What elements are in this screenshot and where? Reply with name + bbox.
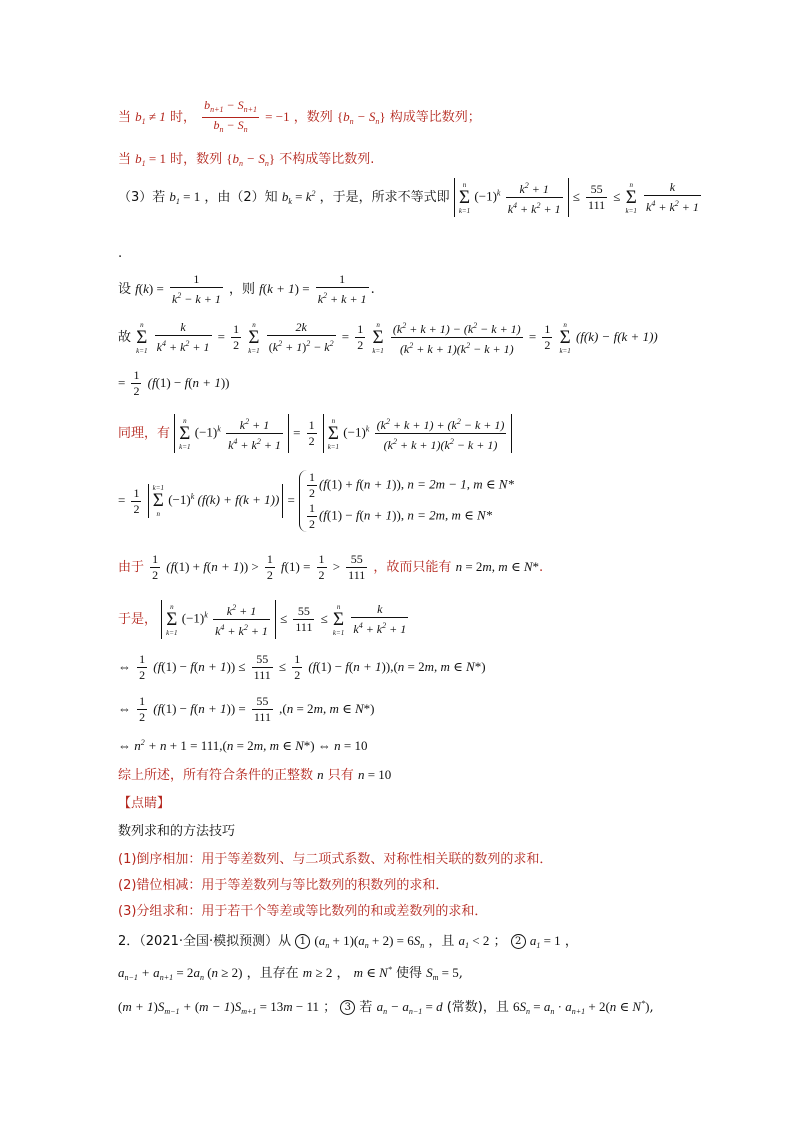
tip-item-2: (2)错位相减：用于等差数列与等比数列的积数列的求和． xyxy=(118,878,449,893)
tip-title: 【点睛】 xyxy=(118,796,171,811)
abs-expr-2: n Σ k=1 $(-1)^k$ $\frac{(k^2 + k + 1) + (k^2 - k + 1)}{(k^2 + k + 1)(k^2 - k + 1)}$ xyxy=(323,414,513,453)
line-equiv-2: ⇔ $\frac{1}{2}$ (f(1) − f(n + 1)) = $\frac{55}{111}$ ,(n = 2m, m ∈ N*) xyxy=(118,694,375,724)
text: 不构成等比数列. xyxy=(279,152,375,167)
text: 故 xyxy=(118,330,132,345)
abs-expr: n Σ k=1 $(-1)^k$ $\frac{k^2 + 1}{k^4 + k^2 + 1}$ xyxy=(174,414,289,453)
abs-expr-3: k=1 Σ n $(-1)^k$ (f(k) + f(k + 1)) xyxy=(148,484,284,518)
tip-item-1: (1)倒序相加：用于等差数列、与二项式系数、对称性相关联的数列的求和． xyxy=(118,852,553,867)
circle-3: 3 xyxy=(340,1000,355,1015)
line-define-f: 设 f(k) = $\frac{1}{k^2 - k + 1}$ ，则 f(k + 1) = $\frac{1}{k^2 + k + 1}$ . xyxy=(118,272,375,306)
text: ，由（2）知 xyxy=(204,190,278,205)
text: ，则 xyxy=(228,282,255,297)
val-111: 111 xyxy=(200,738,220,753)
text: 设 xyxy=(118,282,132,297)
text: 综上所述，所有符合条件的正整数 xyxy=(118,768,314,783)
tip-heading: 数列求和的方法技巧 xyxy=(118,824,236,839)
line-since: 由于 $\frac{1}{2}$ (f(1) + f(n + 1)) > $\frac{1}{2}$ f(1) = $\frac{1}{2}$ > $\frac{55}{111}$ ，故而只能有 n = 2m, m ∈ N*. xyxy=(118,552,544,582)
line-similarly: 同理，有 n Σ k=1 $(-1)^k$ $\frac{k^2 + 1}{k^4 + k^2 + 1}$ = $\frac{1}{2}$ n Σ k=1 $(-1)^k$ $\frac{(k^2 + k + 1) + (k^2 - k + 1)}{(k^2 + k + 1)(k^2 - k + 1)}$ xyxy=(118,414,754,453)
text: ； xyxy=(493,934,507,949)
line-dot xyxy=(118,246,754,261)
tip-item-3: (3)分组求和：用于若干个等差或等比数列的和或差数列的求和． xyxy=(118,904,488,919)
line-conclusion: 综上所述，所有符合条件的正整数 n 只有 n = 10 xyxy=(118,767,392,783)
case-2: n = 2m, m ∈ N* xyxy=(407,507,493,523)
abs-expr-4: n Σ k=1 $(-1)^k$ $\frac{k^2 + 1}{k^4 + k^2 + 1}$ xyxy=(161,600,276,639)
problem-2-line-1: 2．（2021·全国·模拟预测）从 1 $(a_n + 1)(a_n + 2) = 6S_n$ ，且 $a_1 < 2$ ； 2 $a_1 = 1$ ， xyxy=(118,933,578,950)
text: 若 xyxy=(359,1000,373,1015)
line-therefore: 于是， n Σ k=1 $(-1)^k$ $\frac{k^2 + 1}{k^4 + k^2 + 1}$ ≤ $\frac{55}{111}$ ≤ n Σ k=1 $\frac{k}{k^4 + k^2 + 1}$ xyxy=(118,602,407,638)
text: 同理，有 xyxy=(118,426,171,441)
text: ，故而只能有 xyxy=(373,560,452,575)
line-sum-derivation: 故 n Σ k=1 $\frac{k}{k^4 + k^2 + 1}$ = $\frac{1}{2}$ n Σ k=1 $\frac{2k}{(k^2 + 1)^2 - k^2}$ = $\frac{1}{2}$ n Σ k=1 $\frac{(k^2 + k + 1) - (k^2 - k + 1)}{(k^2 + k + 1)(k^2 - k + 1)}$ = $\frac{1}{2}$ n Σ k=1 (f(k) − f(k + 1)) xyxy=(118,320,658,356)
text: ， xyxy=(336,966,350,981)
line-half-result: = $\frac{1}{2}$ (f(1) − f(n + 1)) xyxy=(118,368,230,398)
text: 只有 xyxy=(327,768,354,783)
text: (常数)，且 xyxy=(446,1000,509,1015)
text: 时，数列 xyxy=(170,152,223,167)
line-equiv-1: ⇔ $\frac{1}{2}$ (f(1) − f(n + 1)) ≤ $\frac{55}{111}$ ≤ $\frac{1}{2}$ (f(1) − f(n + 1)),(n = 2m, m ∈ N*) xyxy=(118,652,486,682)
text: 当 xyxy=(118,110,132,125)
abs-sum: n Σ k=1 $(-1)^k$ $\frac{k^2 + 1}{k^4 + k^2 + 1}$ xyxy=(454,178,569,217)
line-bn-eq-1: 当 $b_1 = 1$ 时，数列 $\{b_n - S_n\}$ 不构成等比数列. xyxy=(118,151,375,168)
val-10: 10 xyxy=(354,738,368,753)
text: ，且 xyxy=(428,934,455,949)
text: 时， xyxy=(169,110,196,125)
problem-2-line-3: $(m + 1)S_{m-1} + (m - 1)S_{m+1} = 13m - 11$ ； 3 若 $a_n - a_{n-1} = d$ (常数)，且 $6S_n = a_n \cdot a_{n+1} + 2(n$ ∈ N*), xyxy=(118,999,654,1016)
line-piecewise: = $\frac{1}{2}$ k=1 Σ n $(-1)^k$ (f(k) + f(k + 1)) = $\frac{1}{2}$ (f(1) + f(n + 1)), n = 2m − 1, m ∈ N* $\frac{1}{2}$ (f(1) − f(n + 1)), n = 2m, m ∈ N* xyxy=(118,470,514,531)
line-bn-ne-1: 当 $b_1 \ne 1$ 时， $\frac{b_{n+1} - S_{n+1}}{b_n - S_n}$ = −1 ，数列 $\{b_n - S_n\}$ 构成等比数列； xyxy=(118,98,754,137)
text: 当 xyxy=(118,152,132,167)
text: ，数列 xyxy=(293,110,333,125)
circle-2: 2 xyxy=(511,934,526,949)
line-part3: （3）若 $b_1 = 1$ ，由（2）知 $b_k = k^2$ ，于是，所求不等式即 n Σ k=1 $(-1)^k$ $\frac{k^2 + 1}{k^4 + k^2 + 1}$ ≤ $\frac{55}{111}$ ≤ n Σ k=1 $\frac{k}{k^4 + k^2 + 1}$ xyxy=(118,180,699,216)
circle-1: 1 xyxy=(295,934,310,949)
text: （3）若 xyxy=(118,190,166,205)
text: ， xyxy=(564,934,578,949)
text: ，且存在 xyxy=(246,966,299,981)
text: 由于 xyxy=(118,560,145,575)
text: ； xyxy=(323,1000,337,1015)
den-111: 111 xyxy=(588,198,606,212)
num-55: 55 xyxy=(586,182,607,198)
text: 于是， xyxy=(118,612,158,627)
text: ，于是，所求不等式即 xyxy=(319,190,450,205)
problem-2-line-2: $a_{n-1} + a_{n+1} = 2a_n$ (n ≥ 2) ，且存在 m ≥ 2 ， m ∈ N* 使得 $S_m = 5$, xyxy=(118,965,463,982)
case-brace: $\frac{1}{2}$ (f(1) + f(n + 1)), n = 2m − 1, m ∈ N* $\frac{1}{2}$ (f(1) − f(n + 1)), n = 2m, m ∈ N* xyxy=(299,470,514,532)
line-equiv-3: ⇔ $n^2 + n + 1 = 111,(n = 2m$, m ∈ N*) ⇔ n = 10 xyxy=(118,738,368,753)
text: 构成等比数列； xyxy=(389,110,481,125)
dot: . xyxy=(118,246,123,261)
ratio-fraction: $\frac{b_{n+1} - S_{n+1}}{b_n - S_n}$ xyxy=(204,98,258,134)
text: 使得 xyxy=(395,966,422,981)
text: 2．（2021·全国·模拟预测）从 xyxy=(118,934,292,949)
case-1: n = 2m − 1, m ∈ N* xyxy=(407,476,514,492)
